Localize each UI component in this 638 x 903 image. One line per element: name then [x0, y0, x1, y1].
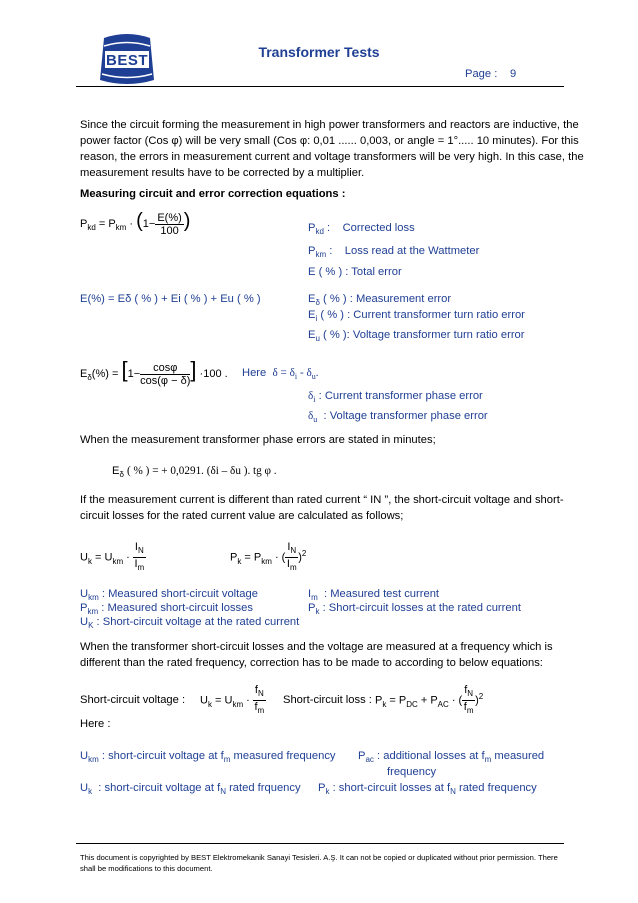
section-heading: Measuring circuit and error correction equations : [80, 188, 346, 200]
here-delta: Here $\delta = \delta_i - \delta_u$. [242, 367, 319, 382]
intro-line-4: measurement results have to be corrected by a multiplier. [80, 167, 365, 179]
def-ed: $E_\delta$ ( % ) : Measurement error [308, 293, 452, 308]
sc-voltage-label: Short-circuit voltage : [80, 694, 186, 706]
equation-pkd: $P_{kd} = P_{km} \cdot (1-$ $\frac{E(\%)}{100}$ ) [80, 210, 191, 237]
page-number: 9 [510, 68, 517, 80]
def-pkm-measured: $P_{km}$ : Measured short-circuit losses [80, 602, 253, 617]
current-text-1: If the measurement current is different than rated current “ IN ”, the short-circuit voltage and short- [80, 494, 564, 506]
here-label: Here : [80, 718, 111, 730]
def-pkm: $P_{km}$ : Loss read at the Wattmeter [308, 245, 480, 260]
sc-loss-label: Short-circuit loss : [283, 694, 372, 706]
logo-text: BEST [105, 52, 148, 69]
page-title: Transformer Tests [258, 44, 380, 60]
def-ei: $E_i$ ( % ) : Current transformer turn ratio error [308, 309, 525, 324]
footer-line-1: This document is copyrighted by BEST Elektromekanik Sanayi Tesisleri. A.Ş. It can not be copied or duplicated without prior permission. There [80, 853, 558, 862]
def-eu: $E_u$ ( % ): Voltage transformer turn ratio error [308, 329, 525, 344]
def-uk: $U_K$ : Short-circuit voltage at the rated current [80, 616, 300, 631]
intro-line-1: Since the circuit forming the measurement in high power transformers and reactors are inductive, the [80, 119, 579, 131]
def-pac: $P_{ac}$ : additional losses at $f_m$ measured [358, 750, 545, 765]
def-pac-2: frequency [387, 766, 437, 778]
def-im: $I_m$ : Measured test current [308, 588, 440, 603]
equation-pk: $P_k = P_{km}$ · ( $\frac{I_N}{I_m}$ )$^2$ [230, 541, 307, 573]
def-delta-u: $\delta_u$ : Voltage transformer phase error [308, 410, 488, 425]
def-pk-freq: $P_k$ : short-circuit losses at $f_N$ rated frequency [318, 782, 537, 797]
footer-divider [76, 843, 564, 844]
header-divider [76, 86, 564, 87]
current-text-2: circuit losses for the rated current value are calculated as follows; [80, 510, 404, 522]
footer-line-2: shall be modifications to this document. [80, 864, 213, 873]
intro-line-2: power factor (Cos φ) will be very small (Cos φ: 0,01 ...... 0,003, or angle = 1°..... 10 minutes). For this [80, 135, 579, 147]
freq-text-2: different than the rated frequency, correction has to be made to according to below equations: [80, 657, 543, 669]
freq-text-1: When the transformer short-circuit losses and the voltage are measured at a frequency which is [80, 641, 553, 653]
page-label: Page : [465, 68, 498, 80]
equation-uk-freq: $U_k = U_{km}$ · $\frac{f_N}{f_m}$ [200, 684, 265, 716]
def-pk: $P_k$ : Short-circuit losses at the rated current [308, 602, 521, 617]
intro-line-3: reason, the errors in measurement current and voltage transformers will be very high. In this case, the [80, 151, 584, 163]
minutes-equation: $E_\delta$ ( % ) = + 0,0291. (δi – δu ). tg φ . [112, 465, 277, 480]
equation-total-error: E(%) = Eδ ( % ) + Ei ( % ) + Eu ( % ) [80, 293, 261, 305]
equation-e-delta: $E_\delta(\%) = [1-$ $\frac{\cos\varphi}{\cos(\varphi - \delta)}$ ] ·100 . [80, 357, 228, 387]
def-ukm-freq: $U_{km}$ : short-circuit voltage at $f_m$ measured frequency [80, 750, 336, 765]
def-delta-i: $\delta_i$ : Current transformer phase error [308, 390, 483, 405]
minutes-text: When the measurement transformer phase errors are stated in minutes; [80, 434, 436, 446]
def-ukm: $U_{km}$ : Measured short-circuit voltage [80, 588, 258, 603]
equation-pk-freq: $P_k = P_{DC} + P_{AC}$ · ( $\frac{f_N}{f_m}$ )$^2$ [375, 684, 484, 716]
def-pkd: $P_{kd}$ : Corrected loss [308, 222, 415, 237]
def-uk-freq: $U_k$ : short-circuit voltage at $f_N$ rated frquency [80, 782, 301, 797]
def-e: E ( % ) : Total error [308, 266, 402, 278]
equation-uk: $U_k = U_{km}$ · $\frac{I_N}{I_m}$ [80, 541, 145, 573]
